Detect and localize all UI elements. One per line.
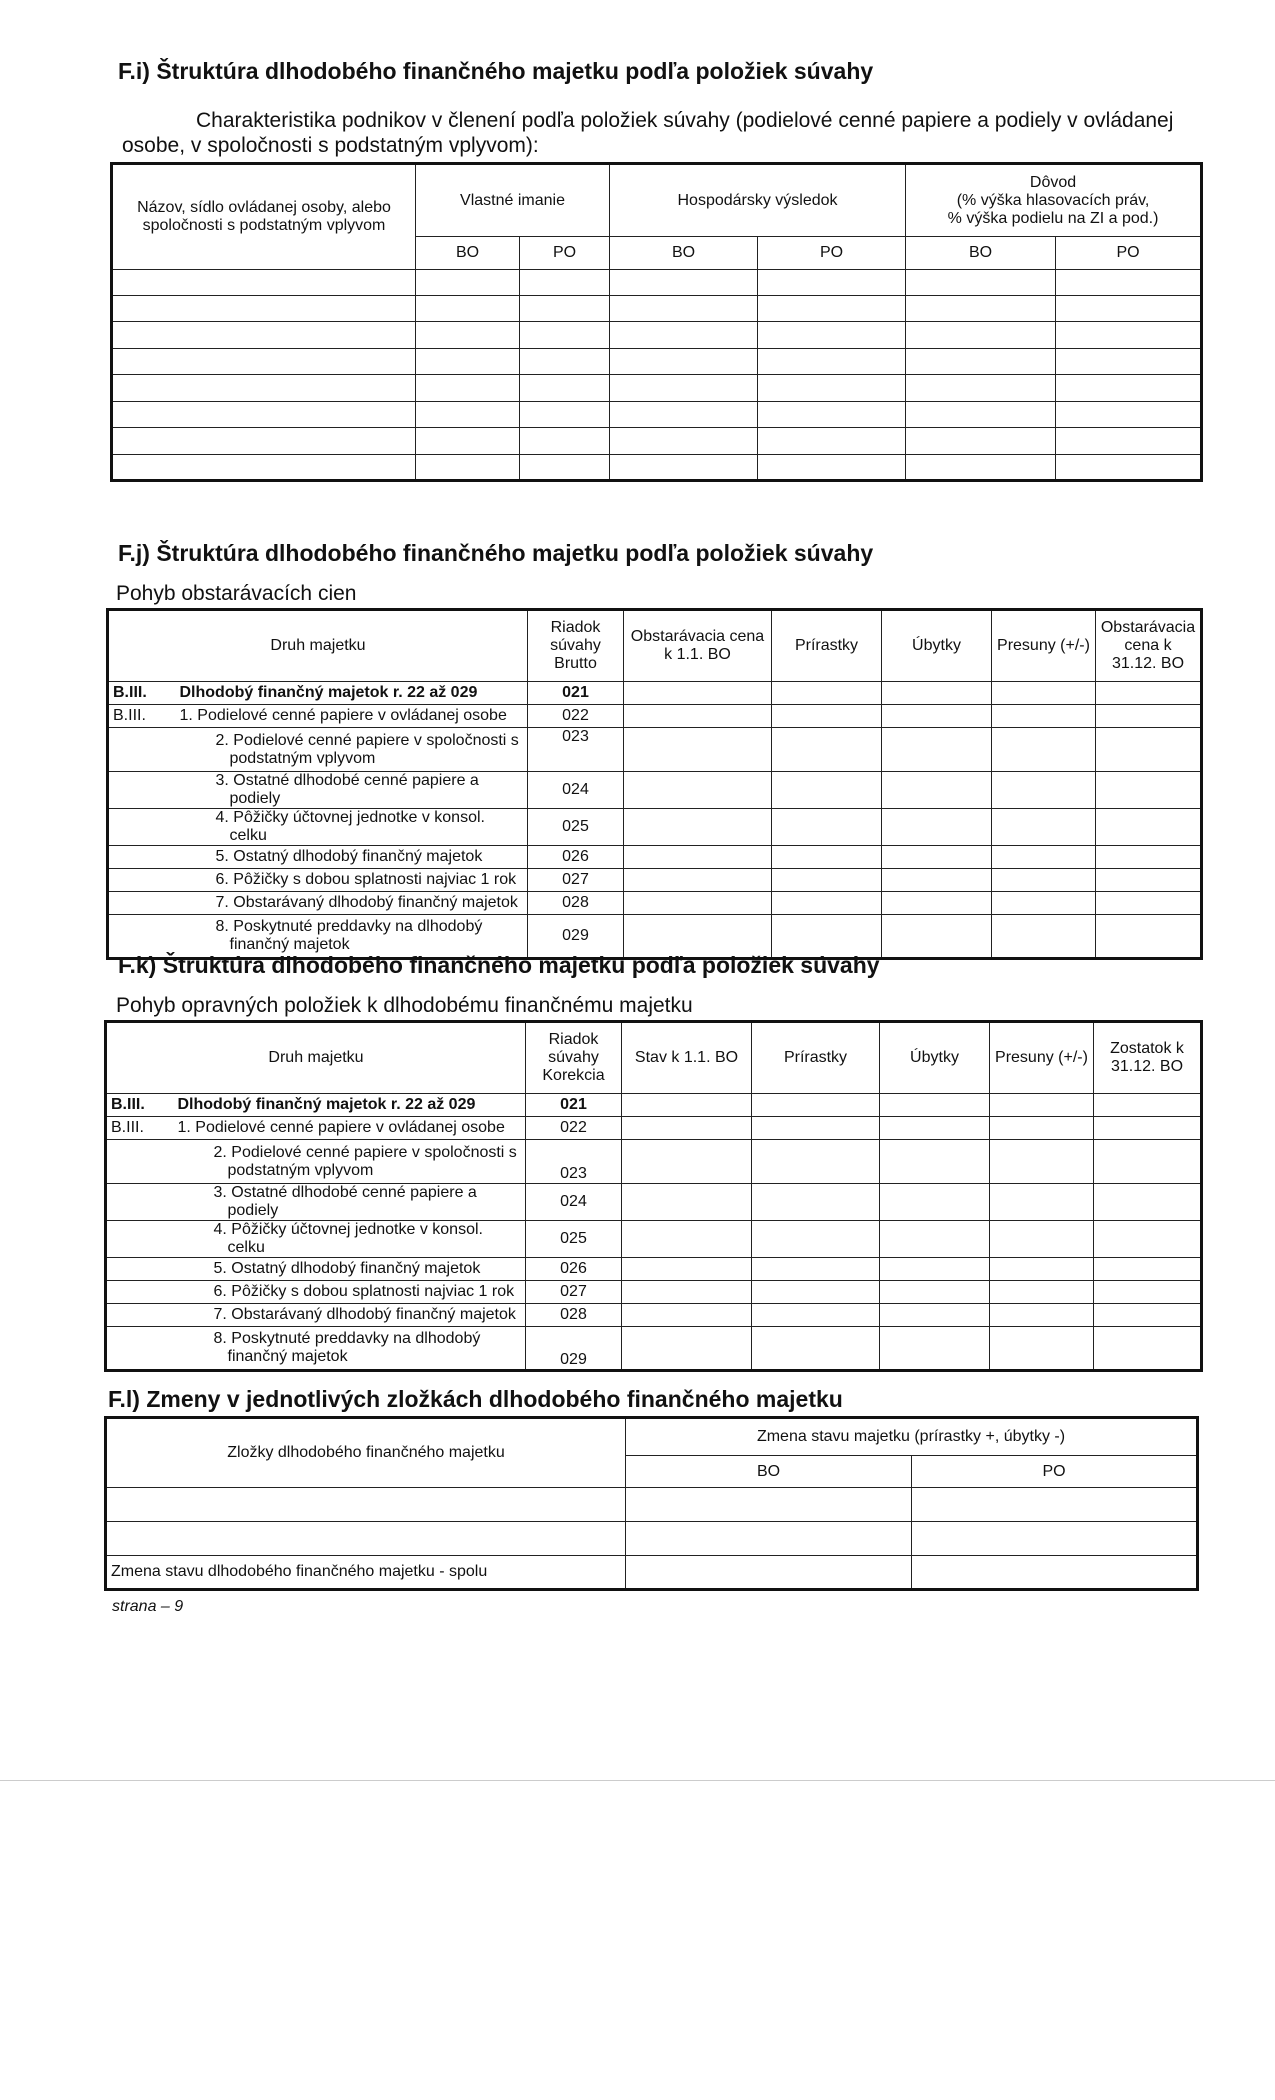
fj-row-line: 023 — [528, 728, 624, 772]
fk-value-cell — [622, 1281, 752, 1304]
fk-row — [106, 1258, 1202, 1281]
fk-value-cell — [622, 1184, 752, 1221]
fj-row-code — [108, 892, 176, 915]
fk-value-cell — [990, 1184, 1094, 1221]
fk-value-cell — [880, 1184, 990, 1221]
fk-header-druh: Druh majetku — [106, 1022, 526, 1094]
fk-value-cell — [752, 1184, 880, 1221]
fj-row-line: 029 — [528, 915, 624, 959]
fk-value-cell — [880, 1140, 990, 1184]
fk-value-cell — [1094, 1221, 1202, 1258]
fk-value-cell — [880, 1258, 990, 1281]
fj-value-cell — [772, 846, 882, 869]
fk-row-code: B.III. — [106, 1094, 174, 1117]
fj-value-cell — [1096, 809, 1202, 846]
fj-row-label: 3. Ostatné dlhodobé cenné papiere a podiely — [176, 772, 528, 809]
fj-value-cell — [624, 682, 772, 705]
fk-row-line: 021 — [526, 1094, 622, 1117]
fk-row — [106, 1184, 1202, 1221]
fi-empty-cell — [1056, 428, 1202, 454]
fi-empty-cell — [906, 296, 1056, 322]
fj-row-label: 4. Pôžičky účtovnej jednotke v konsol. celku — [176, 809, 528, 846]
fj-row — [108, 728, 1202, 772]
fi-empty-cell — [1056, 348, 1202, 374]
fi-empty-cell — [1056, 296, 1202, 322]
fi-col-equity-header: Vlastné imanie — [416, 164, 610, 237]
fk-value-cell — [1094, 1140, 1202, 1184]
fi-empty-cell — [416, 322, 520, 348]
fj-value-cell — [992, 846, 1096, 869]
fk-row-code — [106, 1327, 174, 1371]
fj-table — [106, 608, 1203, 960]
fj-row — [108, 682, 1202, 705]
fk-row-label: 4. Pôžičky účtovnej jednotke v konsol. celku — [174, 1221, 526, 1258]
fk-row-line: 024 — [526, 1184, 622, 1221]
fi-col-reason-header — [906, 164, 1202, 237]
fi-empty-cell — [520, 454, 610, 481]
fk-value-cell — [990, 1327, 1094, 1371]
fj-row-code — [108, 846, 176, 869]
fi-empty-cell — [758, 269, 906, 295]
fi-empty-cell — [906, 348, 1056, 374]
fi-reason-line3: % výška podielu na ZI a pod.) — [947, 209, 1159, 227]
fj-row-line: 022 — [528, 705, 624, 728]
fj-row-line: 026 — [528, 846, 624, 869]
fi-empty-row — [112, 322, 1202, 348]
fk-value-cell — [990, 1140, 1094, 1184]
fj-value-cell — [1096, 705, 1202, 728]
fj-value-cell — [624, 728, 772, 772]
fk-header-ubytky: Úbytky — [880, 1022, 990, 1094]
fi-empty-cell — [610, 428, 758, 454]
fi-empty-cell — [520, 348, 610, 374]
fi-empty-cell — [112, 322, 416, 348]
fk-row-label: 7. Obstarávaný dlhodobý finančný majetok — [174, 1304, 526, 1327]
fi-empty-cell — [416, 375, 520, 401]
fj-row — [108, 809, 1202, 846]
fi-empty-row — [112, 269, 1202, 295]
fi-empty-cell — [758, 322, 906, 348]
fj-value-cell — [992, 869, 1096, 892]
fj-value-cell — [1096, 728, 1202, 772]
fj-row-line: 025 — [528, 809, 624, 846]
fi-empty-cell — [1056, 401, 1202, 427]
fj-value-cell — [772, 869, 882, 892]
fk-row — [106, 1221, 1202, 1258]
fl-header-bo: BO — [626, 1456, 912, 1488]
fl-header-po: PO — [912, 1456, 1198, 1488]
fl-total-po — [912, 1556, 1198, 1590]
fl-title: F.l) Zmeny v jednotlivých zložkách dlhodobého finančného majetku — [108, 1386, 843, 1412]
fi-empty-cell — [906, 428, 1056, 454]
fi-empty-cell — [758, 454, 906, 481]
fi-empty-cell — [610, 269, 758, 295]
fj-row-code — [108, 869, 176, 892]
fj-value-cell — [1096, 915, 1202, 959]
fk-value-cell — [752, 1140, 880, 1184]
fl-total-label: Zmena stavu dlhodobého finančného majetku - spolu — [106, 1556, 626, 1590]
fj-row — [108, 892, 1202, 915]
fk-row — [106, 1327, 1202, 1371]
fi-empty-cell — [112, 454, 416, 481]
fi-empty-row — [112, 454, 1202, 481]
fj-value-cell — [624, 809, 772, 846]
fi-empty-cell — [758, 428, 906, 454]
fk-row-code — [106, 1281, 174, 1304]
fj-row-line: 028 — [528, 892, 624, 915]
fi-empty-cell — [758, 375, 906, 401]
fi-col-result-header: Hospodársky výsledok — [610, 164, 906, 237]
fj-header-presuny: Presuny (+/-) — [992, 610, 1096, 682]
fj-value-cell — [624, 892, 772, 915]
fj-row-line: 027 — [528, 869, 624, 892]
fk-row — [106, 1281, 1202, 1304]
fk-row-line: 027 — [526, 1281, 622, 1304]
fj-value-cell — [882, 705, 992, 728]
fk-row-code — [106, 1140, 174, 1184]
fj-value-cell — [1096, 846, 1202, 869]
fi-empty-cell — [112, 296, 416, 322]
fj-value-cell — [1096, 869, 1202, 892]
fi-empty-cell — [112, 375, 416, 401]
fj-value-cell — [772, 892, 882, 915]
fi-reason-po: PO — [1056, 237, 1202, 270]
fk-value-cell — [990, 1221, 1094, 1258]
fj-header-riadok: Riadok súvahy Brutto — [528, 610, 624, 682]
fj-header-ubytky: Úbytky — [882, 610, 992, 682]
fk-row-code — [106, 1304, 174, 1327]
page-edge-line — [0, 1780, 1275, 1781]
fk-value-cell — [990, 1304, 1094, 1327]
fj-value-cell — [882, 869, 992, 892]
fi-equity-bo: BO — [416, 237, 520, 270]
fj-value-cell — [882, 682, 992, 705]
fk-row-label: 2. Podielové cenné papiere v spoločnosti s podstatným vplyvom — [174, 1140, 526, 1184]
fj-row-code — [108, 728, 176, 772]
fi-empty-cell — [1056, 375, 1202, 401]
fk-value-cell — [880, 1327, 990, 1371]
fi-empty-cell — [520, 428, 610, 454]
fi-empty-cell — [758, 348, 906, 374]
fk-value-cell — [880, 1304, 990, 1327]
fk-row-label: 3. Ostatné dlhodobé cenné papiere a podiely — [174, 1184, 526, 1221]
fi-empty-cell — [416, 269, 520, 295]
fk-row-code — [106, 1258, 174, 1281]
fj-value-cell — [992, 915, 1096, 959]
fk-header-riadok: Riadok súvahy Korekcia — [526, 1022, 622, 1094]
fl-header-zmena: Zmena stavu majetku (prírastky +, úbytky -) — [626, 1418, 1198, 1456]
fk-value-cell — [1094, 1327, 1202, 1371]
fk-value-cell — [622, 1258, 752, 1281]
fi-empty-cell — [906, 401, 1056, 427]
fk-row-label: 8. Poskytnuté preddavky na dlhodobý finančný majetok — [174, 1327, 526, 1371]
fj-row-label: 8. Poskytnuté preddavky na dlhodobý finančný majetok — [176, 915, 528, 959]
fi-empty-cell — [112, 428, 416, 454]
fk-row-line: 026 — [526, 1258, 622, 1281]
fi-empty-cell — [610, 454, 758, 481]
fi-empty-cell — [112, 348, 416, 374]
fj-header-obst-start: Obstarávacia cena k 1.1. BO — [624, 610, 772, 682]
fi-empty-cell — [1056, 269, 1202, 295]
fi-empty-cell — [906, 322, 1056, 348]
fi-result-po: PO — [758, 237, 906, 270]
fk-row-code — [106, 1184, 174, 1221]
fj-row — [108, 846, 1202, 869]
fk-value-cell — [990, 1117, 1094, 1140]
fi-empty-row — [112, 296, 1202, 322]
fj-header-obst-end: Obstarávacia cena k 31.12. BO — [1096, 610, 1202, 682]
fj-value-cell — [882, 846, 992, 869]
fj-value-cell — [772, 728, 882, 772]
fi-reason-line2: (% výška hlasovacích práv, — [956, 191, 1150, 209]
fj-value-cell — [624, 772, 772, 809]
fj-subtitle: Pohyb obstarávacích cien — [116, 582, 357, 605]
fi-empty-cell — [416, 401, 520, 427]
fi-empty-cell — [112, 401, 416, 427]
fi-title: F.i) Štruktúra dlhodobého finančného majetku podľa položiek súvahy — [118, 58, 874, 84]
fk-value-cell — [880, 1221, 990, 1258]
fk-value-cell — [622, 1094, 752, 1117]
page-footer: strana – 9 — [112, 1598, 184, 1615]
fj-value-cell — [1096, 682, 1202, 705]
fj-value-cell — [992, 728, 1096, 772]
fi-empty-cell — [1056, 322, 1202, 348]
fk-row-label: Dlhodobý finančný majetok r. 22 až 029 — [174, 1094, 526, 1117]
fi-empty-cell — [416, 428, 520, 454]
fi-table — [110, 162, 1203, 482]
fk-row-line: 023 — [526, 1140, 622, 1184]
fj-row — [108, 772, 1202, 809]
fj-value-cell — [624, 869, 772, 892]
fi-empty-cell — [610, 348, 758, 374]
fj-header-druh: Druh majetku — [108, 610, 528, 682]
fk-value-cell — [1094, 1304, 1202, 1327]
fi-empty-cell — [906, 454, 1056, 481]
fj-row-line: 021 — [528, 682, 624, 705]
fi-empty-cell — [520, 401, 610, 427]
fi-empty-cell — [1056, 454, 1202, 481]
fi-empty-cell — [112, 269, 416, 295]
fk-value-cell — [752, 1281, 880, 1304]
fi-empty-cell — [758, 296, 906, 322]
fk-value-cell — [752, 1094, 880, 1117]
fk-value-cell — [752, 1327, 880, 1371]
fi-result-bo: BO — [610, 237, 758, 270]
fj-value-cell — [882, 892, 992, 915]
fl-empty-row — [106, 1488, 1198, 1522]
fk-subtitle: Pohyb opravných položiek k dlhodobému finančnému majetku — [116, 994, 693, 1017]
fi-empty-cell — [610, 322, 758, 348]
fk-value-cell — [752, 1304, 880, 1327]
fj-value-cell — [992, 809, 1096, 846]
fk-value-cell — [622, 1304, 752, 1327]
fk-value-cell — [1094, 1184, 1202, 1221]
fk-row-label: 6. Pôžičky s dobou splatnosti najviac 1 rok — [174, 1281, 526, 1304]
fk-value-cell — [1094, 1258, 1202, 1281]
fi-empty-cell — [906, 375, 1056, 401]
fk-value-cell — [880, 1094, 990, 1117]
fi-reason-line1: Dôvod — [1029, 173, 1077, 191]
fi-empty-cell — [520, 296, 610, 322]
fi-intro: Charakteristika podnikov v členení podľa položiek súvahy (podielové cenné papiere a podiely v ovládanej osobe, v spoločnosti s podstatným vplyvom): — [122, 109, 1174, 157]
fk-value-cell — [752, 1117, 880, 1140]
fk-row-line: 029 — [526, 1327, 622, 1371]
fl-empty-row — [106, 1522, 1198, 1556]
fj-value-cell — [992, 772, 1096, 809]
fi-empty-cell — [520, 322, 610, 348]
fk-value-cell — [752, 1258, 880, 1281]
fj-row — [108, 705, 1202, 728]
fk-value-cell — [880, 1281, 990, 1304]
fk-row-code — [106, 1221, 174, 1258]
fi-empty-row — [112, 348, 1202, 374]
fj-value-cell — [624, 705, 772, 728]
fk-row-line: 025 — [526, 1221, 622, 1258]
fj-row-label: 6. Pôžičky s dobou splatnosti najviac 1 rok — [176, 869, 528, 892]
fk-row — [106, 1117, 1202, 1140]
fi-empty-cell — [610, 375, 758, 401]
fj-value-cell — [772, 705, 882, 728]
fk-value-cell — [990, 1094, 1094, 1117]
fk-value-cell — [622, 1221, 752, 1258]
fk-row-line: 028 — [526, 1304, 622, 1327]
fj-value-cell — [1096, 892, 1202, 915]
fk-value-cell — [1094, 1281, 1202, 1304]
fi-col-name-header: Názov, sídlo ovládanej osoby, alebo spoločnosti s podstatným vplyvom — [112, 164, 416, 270]
fk-row — [106, 1094, 1202, 1117]
fi-empty-cell — [520, 375, 610, 401]
fk-row — [106, 1140, 1202, 1184]
fj-value-cell — [1096, 772, 1202, 809]
fk-value-cell — [990, 1281, 1094, 1304]
fi-empty-cell — [906, 269, 1056, 295]
fj-row-line: 024 — [528, 772, 624, 809]
fl-table — [104, 1416, 1199, 1591]
fk-header-zostatok: Zostatok k 31.12. BO — [1094, 1022, 1202, 1094]
fk-row-label: 1. Podielové cenné papiere v ovládanej osobe — [174, 1117, 526, 1140]
fk-value-cell — [1094, 1117, 1202, 1140]
fj-value-cell — [992, 705, 1096, 728]
fj-header-prirastky: Prírastky — [772, 610, 882, 682]
fk-title: F.k) Štruktúra dlhodobého finančného majetku podľa položiek súvahy — [118, 952, 880, 978]
fl-header-zlozky: Zložky dlhodobého finančného majetku — [106, 1418, 626, 1488]
fj-row-label: 7. Obstarávaný dlhodobý finančný majetok — [176, 892, 528, 915]
fi-empty-cell — [416, 454, 520, 481]
fj-row-code: B.III. — [108, 682, 176, 705]
fj-value-cell — [624, 846, 772, 869]
fk-row-code: B.III. — [106, 1117, 174, 1140]
fl-total-bo — [626, 1556, 912, 1590]
fk-value-cell — [752, 1221, 880, 1258]
fk-row-label: 5. Ostatný dlhodobý finančný majetok — [174, 1258, 526, 1281]
fk-value-cell — [622, 1327, 752, 1371]
fk-value-cell — [622, 1117, 752, 1140]
fj-row-code: B.III. — [108, 705, 176, 728]
fj-value-cell — [772, 682, 882, 705]
fj-row-label: 2. Podielové cenné papiere v spoločnosti s podstatným vplyvom — [176, 728, 528, 772]
fi-empty-cell — [520, 269, 610, 295]
fj-value-cell — [882, 915, 992, 959]
fj-value-cell — [992, 892, 1096, 915]
fk-header-prirastky: Prírastky — [752, 1022, 880, 1094]
fi-empty-cell — [610, 401, 758, 427]
fi-equity-po: PO — [520, 237, 610, 270]
fk-value-cell — [990, 1258, 1094, 1281]
fi-empty-cell — [610, 296, 758, 322]
fi-empty-cell — [416, 348, 520, 374]
fj-title: F.j) Štruktúra dlhodobého finančného majetku podľa položiek súvahy — [118, 540, 874, 566]
fj-value-cell — [882, 772, 992, 809]
fk-row — [106, 1304, 1202, 1327]
fk-header-stav: Stav k 1.1. BO — [622, 1022, 752, 1094]
fi-empty-row — [112, 428, 1202, 454]
fk-row-line: 022 — [526, 1117, 622, 1140]
fk-header-presuny: Presuny (+/-) — [990, 1022, 1094, 1094]
fj-row-label: Dlhodobý finančný majetok r. 22 až 029 — [176, 682, 528, 705]
fk-value-cell — [622, 1140, 752, 1184]
fj-value-cell — [882, 728, 992, 772]
fk-table — [104, 1020, 1203, 1372]
fi-reason-bo: BO — [906, 237, 1056, 270]
fj-row — [108, 869, 1202, 892]
fj-value-cell — [992, 682, 1096, 705]
fk-value-cell — [1094, 1094, 1202, 1117]
fi-empty-row — [112, 401, 1202, 427]
fj-value-cell — [772, 772, 882, 809]
fk-value-cell — [880, 1117, 990, 1140]
fj-row-label: 1. Podielové cenné papiere v ovládanej osobe — [176, 705, 528, 728]
fj-value-cell — [882, 809, 992, 846]
fj-row-code — [108, 772, 176, 809]
fi-empty-cell — [416, 296, 520, 322]
fi-empty-cell — [758, 401, 906, 427]
fi-empty-row — [112, 375, 1202, 401]
fj-row-code — [108, 809, 176, 846]
fj-row-label: 5. Ostatný dlhodobý finančný majetok — [176, 846, 528, 869]
fj-value-cell — [772, 809, 882, 846]
